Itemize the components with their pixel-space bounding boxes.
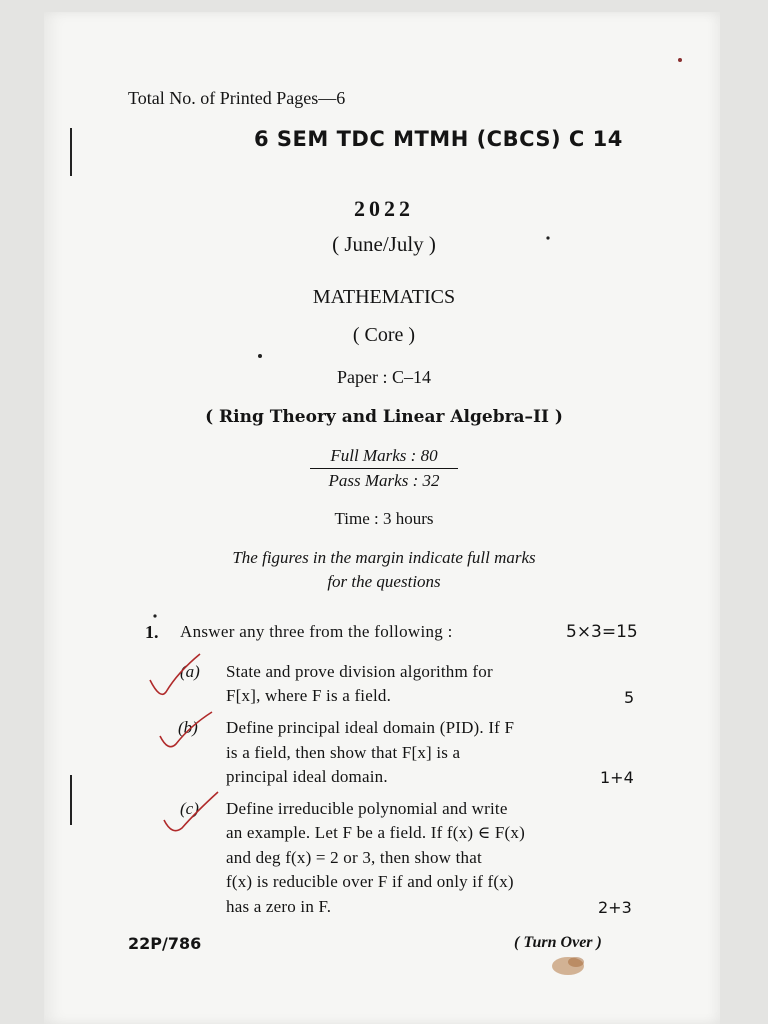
printed-pages-note: Total No. of Printed Pages—6 [128, 88, 346, 108]
full-marks: Full Marks : 80 [310, 446, 458, 469]
question-marks: 5×3=15 [566, 622, 638, 642]
part-c-line-3: and deg f(x) = 2 or 3, then show that [226, 848, 482, 867]
part-a-line-1: State and prove division algorithm for [226, 662, 493, 681]
part-a-label: (a) [180, 662, 200, 681]
pass-marks: Pass Marks : 32 [328, 471, 440, 490]
part-c-line-1: Define irreducible polynomial and write [226, 799, 508, 818]
instruction-note-line1: The figures in the margin indicate full marks [232, 548, 536, 567]
question-instruction: Answer any three from the following : [180, 622, 453, 641]
exam-session: ( June/July ) [332, 232, 436, 256]
margin-mark-top [70, 128, 72, 176]
margin-mark-bottom [70, 775, 72, 825]
paper-number: Paper : C–14 [337, 367, 431, 387]
exam-time: Time : 3 hours [334, 509, 434, 528]
paper-title: ( Ring Theory and Linear Algebra–II ) [205, 407, 563, 427]
marks-block [310, 446, 458, 491]
part-c-line-2: an example. Let F be a field. If f(x) ∈ F(x) [226, 823, 525, 842]
part-a-line-2: F[x], where F is a field. [226, 686, 392, 705]
exam-year: 2022 [354, 196, 414, 221]
subject-title: MATHEMATICS [312, 286, 456, 308]
part-c-line-4: f(x) is reducible over F if and only if f(x) [226, 872, 514, 891]
part-b-label: (b) [178, 718, 198, 737]
part-c-marks: 2+3 [598, 898, 632, 917]
exam-code: 6 SEM TDC MTMH (CBCS) C 14 [254, 127, 623, 151]
part-c-label: (c) [180, 799, 199, 818]
instruction-note-line2: for the questions [327, 572, 441, 591]
part-b-line-3: principal ideal domain. [226, 767, 388, 786]
part-b-line-2: is a field, then show that F[x] is a [226, 743, 461, 762]
question-number: 1. [145, 622, 159, 642]
course-category: ( Core ) [352, 324, 416, 346]
part-b-line-1: Define principal ideal domain (PID). If F [226, 718, 515, 737]
part-c-line-5: has a zero in F. [226, 897, 332, 916]
turn-over-note: ( Turn Over ) [514, 934, 602, 951]
part-b-marks: 1+4 [600, 768, 634, 787]
paper-code: 22P/786 [128, 934, 202, 953]
part-a-marks: 5 [624, 688, 635, 707]
